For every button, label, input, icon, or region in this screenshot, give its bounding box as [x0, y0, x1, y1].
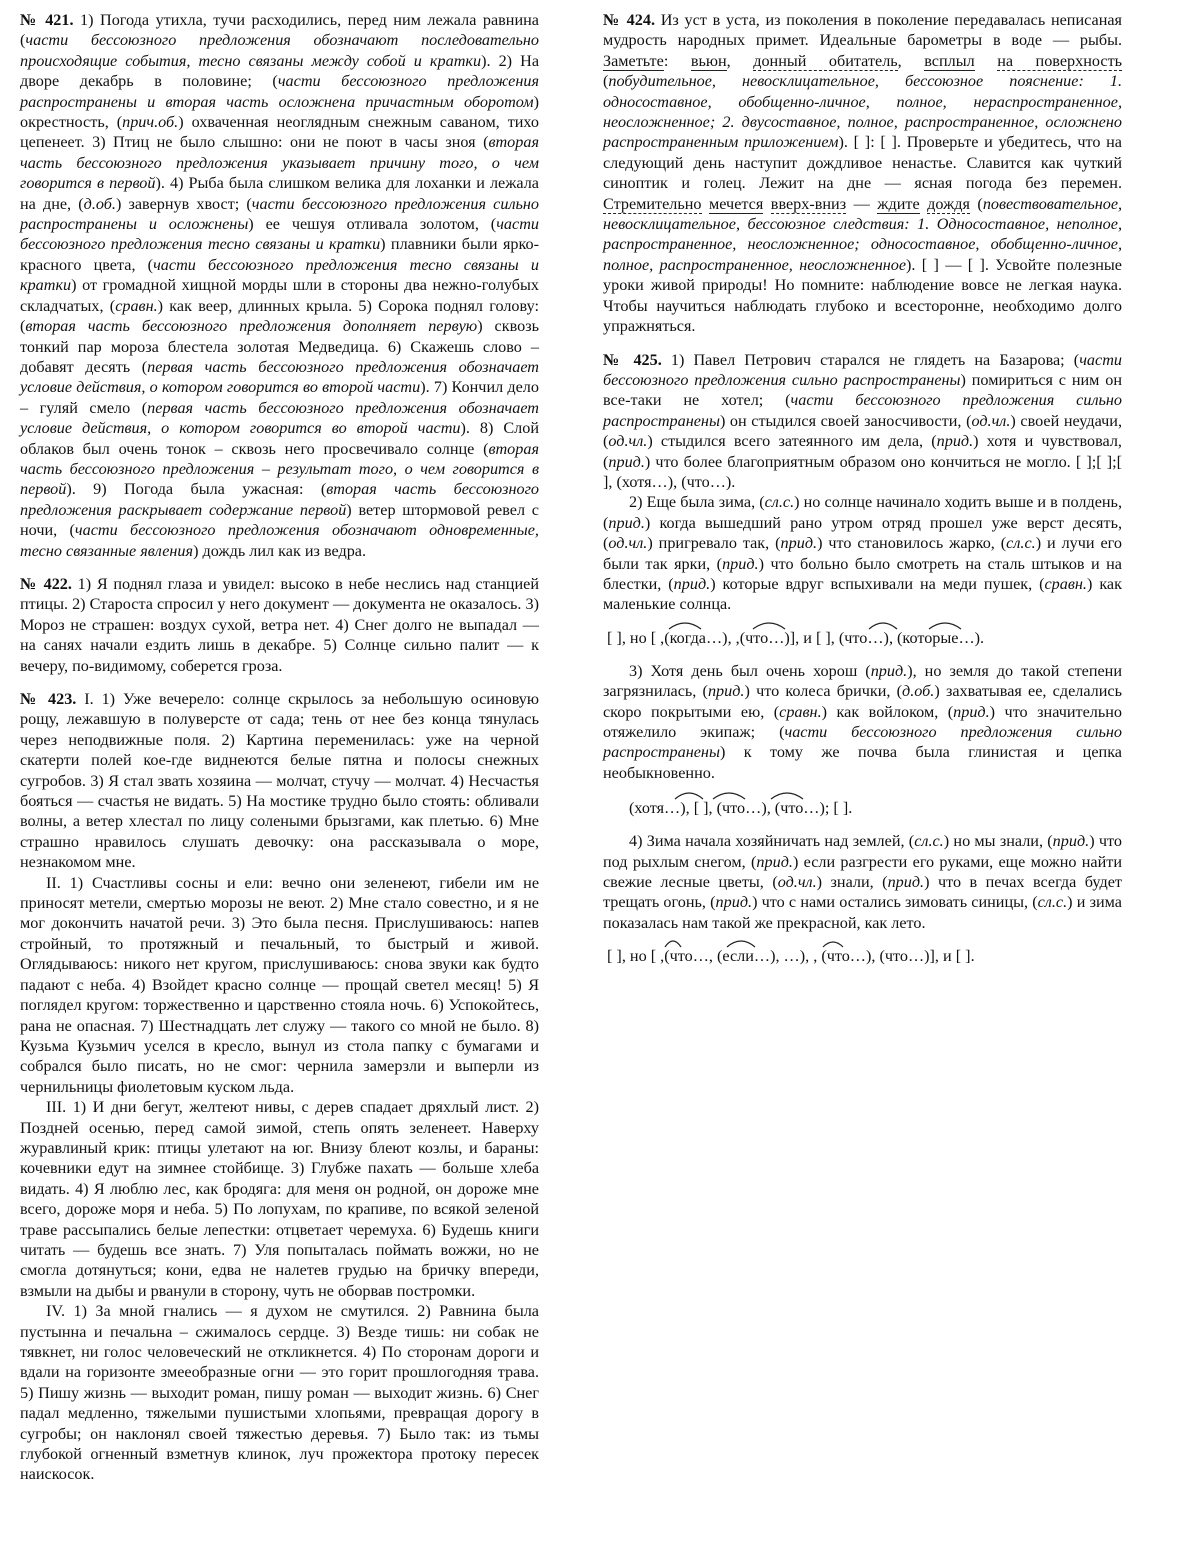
- underlined-word: дождя: [927, 194, 970, 213]
- sentence-scheme-3: (хотя…), [ ], (что…), (что…); [ ].: [629, 797, 1122, 819]
- sentence-scheme-4: [ ], но [ ,(что…, (если…), …), , (что…), (что…)], и [ ].: [607, 945, 1122, 967]
- underlined-word: Стремительно: [603, 194, 702, 213]
- exercise-425-part-3: 3) Хотя день был очень хорош (прид.), но земля до такой степени загрязнилась, (прид.) что колеса брички, (д.об.) захватывая ее, сделались скоро покрытыми ею, (сравн.) как войлоком, (прид.) что значительно отяжелило экипаж; (части бессоюзного предложения сильно распространены) к тому же почва была глинистая и цепка необыкновенно.: [603, 661, 1123, 782]
- exercise-423-part-3: III. 1) И дни бегут, желтеют нивы, с дерев спадает дряхлый лист. 2) Поздней осенью, перед самой зимой, степь опять зеленеет. Наверху журавлиный крик: птицы улетают на юг. Внизу блеют козлы, и бараны: кочевники едут на зимнее стойбище. 3) Глубже пахать — больше хлеба видать. 4) Я люблю лес, как бродяга: для меня он родной, он дороже мне всего, дороже моря и неба. 5) По лопухам, по крапиве, по всякой зеленой траве рассыпались белые лепестки: отцветает черемуха. 6) Будешь книги читать — будешь все знать. 7) Уля попыталась поймать вожжи, но не смогла дотянуться; кони, едва не налетев грудью на бричку впереди, взмыли на дыбы и рванули в сторону, чуть не оборвав постромки.: [20, 1098, 539, 1300]
- underlined-word: вверх-вниз: [770, 194, 847, 213]
- exercise-number: № 424.: [603, 11, 656, 29]
- underlined-word: донный обитатель: [753, 51, 898, 70]
- exercise-423-part-1: № 423. I. 1) Уже вечерело: солнце скрылось за небольшую осиновую рощу, лежавшую в полуверсте от сада; тень от нее без конца тянулась через неподвижные поля. 2) Картина переменилась: уже на черной скатерти полей кое-где виднеются белые пятна и полосы снежных сугробов. 3) Я стал звать хозяина — молчат, стучу — молчат. 4) Несчастья бояться — счастья не видать. 5) На мостике трудно было стоять: обливали волны, а ветер хлестал по лицу солеными брызгами, как плетью. 6) Мне страшно нравилось слушать девочку: она рассказывала о море, незнакомом мне.: [20, 690, 539, 872]
- exercise-422: № 422. 1) Я поднял глаза и увидел: высоко в небе неслись над станцией птицы. 2) Староста спросил у него документ — документа не оказалось. 3) Мороз не страшен: воздух сухой, ветра нет. 4) Снег долго не выпадал — на санях начали ездить лишь в декабре. 5) Солнце сильно палит — к вечеру, по-видимому, соберется гроза.: [20, 574, 539, 675]
- scheme-arcs: [607, 617, 1027, 631]
- exercise-425-part-1: № 425. 1) Павел Петрович старался не глядеть на Базарова; (части бессоюзного предложения сильно распространены) помириться с ним он все-таки не хотел; (части бессоюзного предложения сильно распространены) он стыдился своей заносчивости, (од.чл.) своей неудачи, (од.чл.) стыдился всего затеянного им дела, (прид.) хотя и чувствовал, (прид.) что более благоприятным образом оно кончиться не могло. [ ];[ ];[ ], (хотя…), (что…).: [603, 350, 1123, 491]
- exercise-423-part-2: II. 1) Счастливы сосны и ели: вечно они зеленеют, гибели им не приносят метели, смертью морозы не веют. 2) Мне стало совестно, и я не мог докончить начатой речи. 3) Это была песня. Прислушиваюсь: напев стройный, то протяжный и печальный, то быстрый и живой. Оглядываюсь: никого нет кругом, прислушиваюсь: снова звуки как будто падают с неба. 4) Взойдет красно солнце — прощай светел месяц! 5) Я поглядел кругом: торжественно и царственно стояла ночь. 6) Успокойтесь, рана не опасная. 7) Шестнадцать лет служу — такого со мной не было. 8) Кузьма Кузьмич уселся в кресло, вынул из стола папку с бумагами и собрался было писать, но не смог: чернила замерзли и выперли из чернильницы фиолетовым куском льда.: [20, 873, 539, 1096]
- underlined-word: всплыл: [924, 51, 975, 70]
- underlined-word: на поверхность: [997, 51, 1123, 70]
- underlined-word: мечется: [709, 194, 764, 213]
- exercise-number: № 422.: [20, 574, 72, 593]
- exercise-425-part-4: 4) Зима начала хозяйничать над землей, (сл.с.) но мы знали, (прид.) что под рыхлым снегом, (прид.) если разгрести его руками, еще можно найти свежие лесные цветы, (од.чл.) знали, (прид.) что в печах всегда будет трещать огонь, (прид.) что с нами остались зимовать синицы, (сл.с.) и зима показалась нам такой же прекрасной, как лето.: [603, 832, 1122, 932]
- exercise-number: № 425.: [603, 350, 662, 369]
- left-column: [20, 10, 539, 1485]
- exercise-number: № 421.: [20, 11, 74, 29]
- exercise-425-part-2: 2) Еще была зима, (сл.с.) но солнце начинало ходить выше и в полдень, (прид.) когда вышедший рано утром отряд прошел уже верст десять, (од.чл.) пригревало так, (прид.) что становилось жарко, (сл.с.) и лучи его были так ярки, (прид.) что больно было смотреть на сталь штыков и на блестки, (прид.) которые вдруг вспыхивали на меди пушек, (сравн.) как маленькие солнца.: [603, 493, 1123, 614]
- exercise-423-part-4: IV. 1) За мной гнались — я духом не смутился. 2) Равнина была пустынна и печальна – сжималось сердце. 3) Везде тишь: ни собак не тявкнет, ни голос человеческий не откликнется. 4) По сторонам дороги и вдали на горизонте змееобразные огни — это горит прошлогодняя трава. 5) Пишу жизнь — выходит роман, пишу роман — выходит жизнь. 6) Снег падал медленно, тяжелыми пушистыми хлопьями, превращая дорогу в сугробы; он наклонял своей тяжестью деревья. 7) Было так: из тьмы глубокой огненный взметнув клинок, луч прожектора протоку пересек наискосок.: [20, 1302, 539, 1484]
- right-column: [603, 10, 1122, 979]
- underlined-word: Заметьте: [603, 51, 664, 70]
- exercise-number: № 423.: [20, 690, 77, 708]
- scheme-arcs: [607, 935, 1027, 949]
- exercise-424: № 424. Из уст в уста, из поколения в поколение передавалась неписаная мудрость народных примет. Идеальные барометры в воде — рыбы. Заметьте: вьюн, донный обитатель, всплыл на поверхность (побудительное, невосклицательное, бессоюзное пояснение: 1. односоставное, обобщенно-личное, полное, нераспространенное, неосложненное; 2. двусоставное, полное, распространенное, осложнено распространенным приложением). [ ]: [ ]. Проверьте и убедитесь, что на следующий день наступит дождливое ненастье. Славится как чуткий синоптик и голец. Лежит на дне — ясная погода без перемен. Стремительно мечется вверх-вниз — ждите дождя (повествовательное, невосклицательное, бессоюзное следствия: 1. Односоставное, неполное, распространенное, неосложненное; односоставное, обобщенно-личное, полное, распространенное, неосложненное). [ ] — [ ]. Усвойте полезные уроки живой природы! Но помните: наблюдение вовсе не легкая наука. Чтобы научиться наблюдать глубоко и всесторонне, необходимо долго упражняться.: [603, 11, 1123, 336]
- underlined-word: вьюн: [690, 51, 727, 70]
- sentence-scheme-2: [ ], но [ ,(когда…), ,(что…)], и [ ], (что…), (которые…).: [607, 627, 1122, 649]
- underlined-word: ждите: [877, 194, 920, 213]
- exercise-421: № 421. 1) Погода утихла, тучи расходились, перед ним лежала равнина (части бессоюзного предложения обозначают последовательно происходящие события, тесно связаны между собой и кратки). 2) На дворе декабрь в половине; (части бессоюзного предложения распространены и вторая часть осложнена причастным оборотом) окрестность, (прич.об.) охваченная неоглядным снежным саваном, тихо цепенеет. 3) Птиц не было слышно: они не поют в часы зноя (вторая часть бессоюзного предложения указывает причину того, о чем говорится в первой). 4) Рыба была слишком велика для лоханки и лежала на дне, (д.об.) завернув хвост; (части бессоюзного предложения сильно распространены и осложнены) ее чешуя отливала золотом, (части бессоюзного предложения тесно связаны и кратки) плавники были ярко-красного цвета, (части бессоюзного предложения тесно связаны и кратки) от громадной хищной морды шли в стороны два нежно-голубых складчатых, (сравн.) как веер, длинных крыла. 5) Сорока поднял голову: (вторая часть бессоюзного предложения дополняет первую) сквозь тонкий пар мороза блестела золотая Медведица. 6) Скажешь слово – добавят десять (первая часть бессоюзного предложения обозначает условие действия, о котором говорится во второй части). 7) Кончил дело – гуляй смело (первая часть бессоюзного предложения обозначает условие действия, о котором говорится во второй части). 8) Слой облаков был очень тонок – сквозь него просвечивало солнце (вторая часть бессоюзного предложения – результат того, о чем говорится в первой). 9) Погода была ужасная: (вторая часть бессоюзного предложения раскрывает содержание первой) ветер штормовой ревел с ночи, (части бессоюзного предложения обозначают одновременные, тесно связанные явления) дождь лил как из ведра.: [20, 11, 540, 560]
- scheme-arcs: [629, 787, 889, 801]
